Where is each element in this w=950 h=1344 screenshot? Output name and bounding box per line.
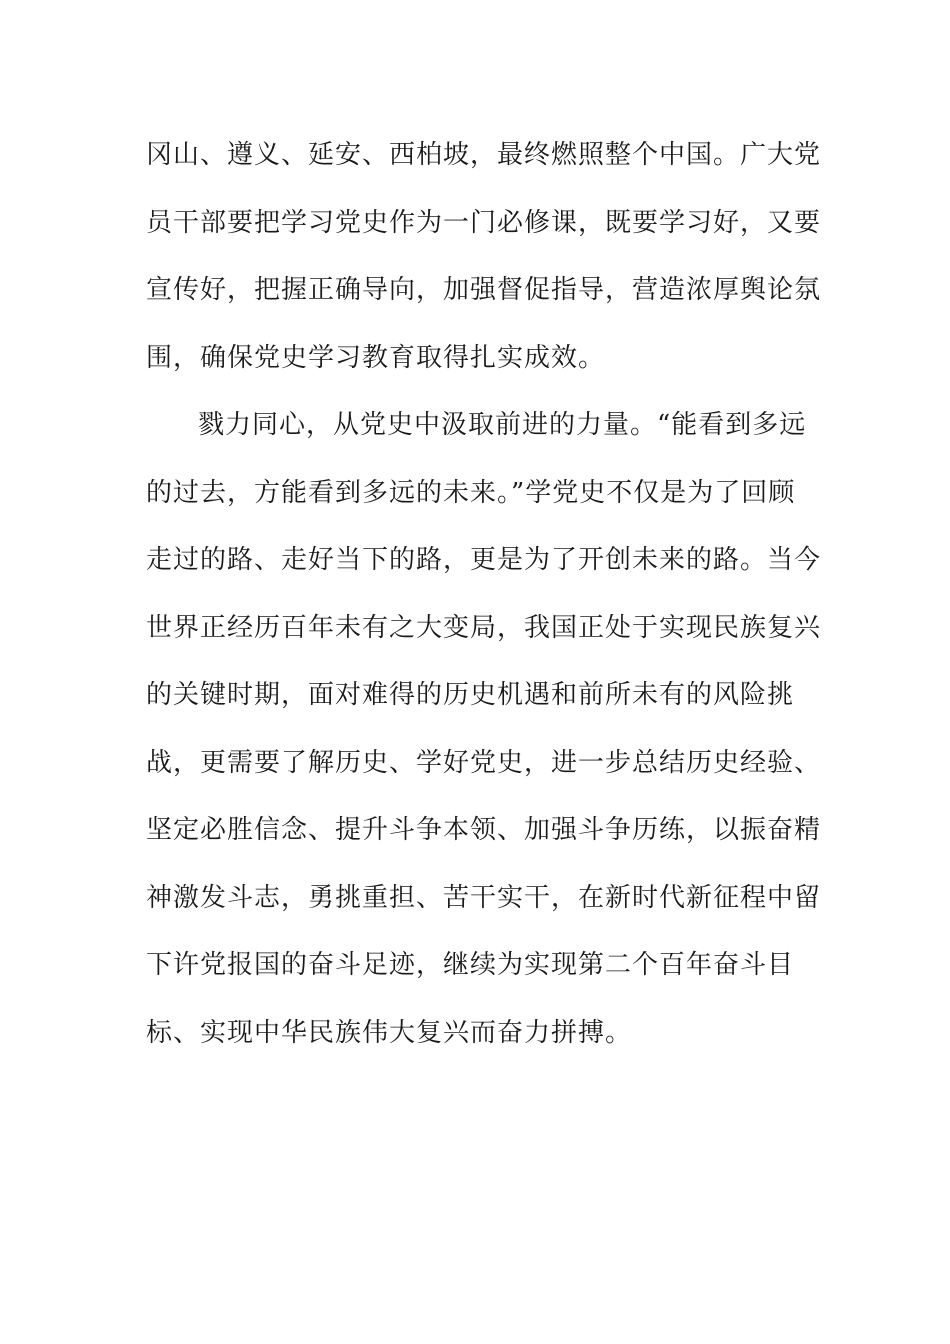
- text-line: 员干部要把学习党史作为一门必修课，既要学习好，又要: [146, 207, 822, 238]
- text-line: 神激发斗志，勇挑重担、苦干实干，在新时代新征程中留: [146, 882, 822, 913]
- text-line: 战，更需要了解历史、学好党史，进一步总结历史经验、: [146, 747, 822, 778]
- paragraph-2: [146, 395, 822, 1070]
- text-line: 围，确保党史学习教育取得扎实成效。: [146, 342, 606, 373]
- text-line: 下许党报国的奋斗足迹，继续为实现第二个百年奋斗目: [146, 950, 795, 980]
- text-line: 世界正经历百年未有之大变局，我国正处于实现民族复兴: [146, 612, 822, 643]
- text-line: 冈山、遵义、延安、西柏坡，最终燃照整个中国。广大党: [146, 140, 822, 170]
- text-line: 宣传好，把握正确导向，加强督促指导，营造浓厚舆论氛: [146, 275, 822, 305]
- text-line: 的过去，方能看到多远的未来。”学党史不仅是为了回顾: [146, 477, 796, 508]
- document-body: [146, 125, 822, 1070]
- text-line: 标、实现中华民族伟大复兴而奋力拼搏。: [146, 1017, 633, 1048]
- text-line: 的关键时期，面对难得的历史机遇和前所未有的风险挑: [146, 680, 795, 710]
- text-line: 坚定必胜信念、提升斗争本领、加强斗争历练，以振奋精: [146, 815, 822, 845]
- text-line: 戮力同心，从党史中汲取前进的力量。“能看到多远: [198, 410, 807, 440]
- text-line: 走过的路、走好当下的路，更是为了开创未来的路。当今: [146, 545, 822, 575]
- paragraph-1: [146, 125, 822, 395]
